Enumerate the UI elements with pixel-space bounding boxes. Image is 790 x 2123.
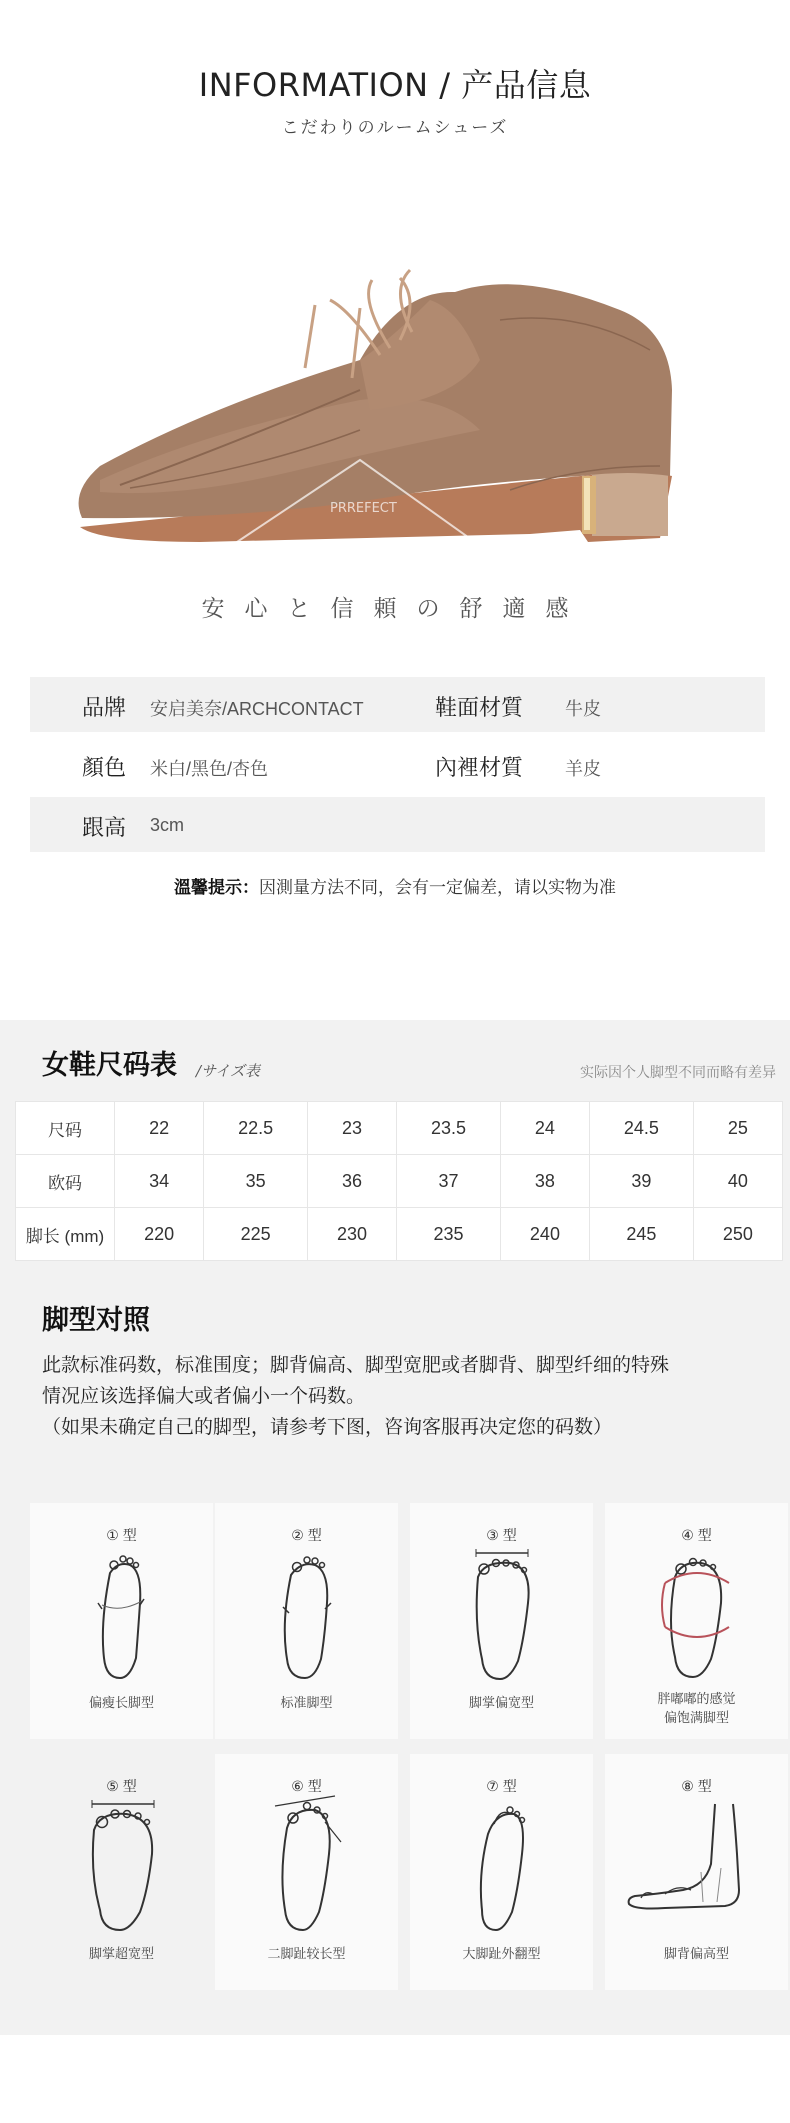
foot-side-icon — [605, 1794, 788, 1934]
foot-type-caption: 脚掌超宽型 — [88, 1946, 154, 1961]
page-subtitle: こだわりのルームシューズ — [281, 118, 509, 138]
description-line: （如果未确定自己的脚型，请参考下图，咨询客服再决定您的码数） — [42, 1417, 613, 1438]
upper-material-label: 鞋面材質 — [435, 695, 524, 720]
table-cell: 24 — [500, 1102, 589, 1155]
foot-type-number: ⑧ 型 — [681, 1778, 712, 1794]
caption-line: 偏饱满脚型 — [663, 1710, 729, 1725]
upper-material-value: 牛皮 — [565, 699, 601, 719]
size-chart-title: 女鞋尺码表 — [42, 1050, 177, 1080]
foot-type-caption: 大脚趾外翻型 — [462, 1946, 541, 1961]
row-label: 脚长 (mm) — [16, 1208, 115, 1261]
foot-type-card — [30, 1503, 213, 1739]
row-label: 尺码 — [16, 1102, 115, 1155]
row-label: 欧码 — [16, 1155, 115, 1208]
page-title: INFORMATION / 产品信息 — [198, 66, 592, 104]
size-chart-note: 实际因个人脚型不同而略有差异 — [580, 1064, 776, 1080]
foot-type-caption: 标准脚型 — [280, 1695, 333, 1710]
brand-value: 安启美奈/ARCHCONTACT — [150, 699, 364, 719]
foot-type-description — [42, 1350, 762, 1443]
foot-type-title: 脚型对照 — [42, 1305, 150, 1335]
table-cell: 38 — [500, 1155, 589, 1208]
table-cell: 35 — [204, 1155, 308, 1208]
foot-type-number: ② 型 — [291, 1527, 322, 1543]
size-chart-subtitle: /サイズ表 — [196, 1062, 260, 1080]
lining-material-label: 內裡材質 — [435, 755, 524, 780]
notice-prefix: 溫馨提示： — [174, 878, 259, 897]
table-cell: 22.5 — [204, 1102, 308, 1155]
tagline: 安心と信頼の舒適感 — [201, 596, 589, 622]
table-cell: 23.5 — [397, 1102, 501, 1155]
info-row-color — [30, 737, 765, 792]
table-cell: 36 — [307, 1155, 396, 1208]
foot-outline-icon — [215, 1543, 398, 1683]
description-line: 情况应该选择偏大或者偏小一个码数。 — [42, 1386, 366, 1407]
caption-line: 胖嘟嘟的感觉 — [657, 1691, 736, 1706]
foot-outline-icon — [30, 1543, 213, 1683]
description-line: 此款标准码数，标准围度；脚背偏高、脚型宽肥或者脚背、脚型纤细的特殊 — [42, 1355, 670, 1376]
foot-type-number: ⑦ 型 — [486, 1778, 517, 1794]
table-cell: 39 — [590, 1155, 694, 1208]
foot-outline-icon — [30, 1794, 213, 1934]
foot-type-caption: 二脚趾较长型 — [267, 1946, 346, 1961]
foot-type-number: ⑥ 型 — [291, 1778, 322, 1794]
table-cell: 40 — [693, 1155, 782, 1208]
table-cell: 220 — [115, 1208, 204, 1261]
table-row — [16, 1155, 783, 1208]
foot-type-caption: 脚掌偏宽型 — [468, 1695, 534, 1710]
foot-type-caption — [605, 1689, 788, 1727]
size-table — [15, 1101, 783, 1261]
foot-outline-icon — [410, 1794, 593, 1934]
notice — [0, 873, 790, 898]
heel-height-label: 跟高 — [82, 815, 127, 840]
foot-type-number: ① 型 — [106, 1527, 137, 1543]
foot-type-number: ③ 型 — [486, 1527, 517, 1543]
foot-type-grid — [30, 1503, 790, 1990]
foot-type-card — [215, 1503, 398, 1739]
foot-outline-icon — [605, 1543, 788, 1683]
table-cell: 235 — [397, 1208, 501, 1261]
watermark-text: PRREFECT — [330, 501, 397, 516]
product-image — [60, 230, 700, 560]
foot-type-caption: 脚背偏高型 — [663, 1946, 729, 1961]
table-cell: 22 — [115, 1102, 204, 1155]
foot-type-number: ⑤ 型 — [106, 1778, 137, 1794]
foot-type-card — [30, 1754, 213, 1990]
foot-type-card — [605, 1754, 788, 1990]
color-label: 顏色 — [82, 755, 127, 780]
foot-type-card — [410, 1503, 593, 1739]
foot-type-number: ④ 型 — [681, 1527, 712, 1543]
table-row — [16, 1102, 783, 1155]
table-cell: 34 — [115, 1155, 204, 1208]
notice-text: 因測量方法不同，会有一定偏差，请以实物为准 — [259, 878, 616, 897]
color-value: 米白/黑色/杏色 — [150, 759, 269, 779]
table-cell: 24.5 — [590, 1102, 694, 1155]
foot-type-card — [215, 1754, 398, 1990]
table-cell: 230 — [307, 1208, 396, 1261]
shoe-illustration — [60, 230, 700, 560]
heel-height-value: 3cm — [150, 815, 185, 835]
foot-outline-icon — [215, 1794, 398, 1934]
brand-label: 品牌 — [82, 695, 127, 720]
foot-type-caption: 偏瘦长脚型 — [88, 1695, 154, 1710]
lining-material-value: 羊皮 — [565, 759, 601, 779]
table-cell: 25 — [693, 1102, 782, 1155]
table-cell: 225 — [204, 1208, 308, 1261]
table-cell: 245 — [590, 1208, 694, 1261]
table-cell: 240 — [500, 1208, 589, 1261]
foot-outline-icon — [410, 1543, 593, 1683]
info-row-heel — [30, 797, 765, 852]
foot-type-card — [410, 1754, 593, 1990]
table-cell: 23 — [307, 1102, 396, 1155]
table-cell: 37 — [397, 1155, 501, 1208]
table-row — [16, 1208, 783, 1261]
foot-type-card — [605, 1503, 788, 1739]
table-cell: 250 — [693, 1208, 782, 1261]
info-row-brand — [30, 677, 765, 732]
